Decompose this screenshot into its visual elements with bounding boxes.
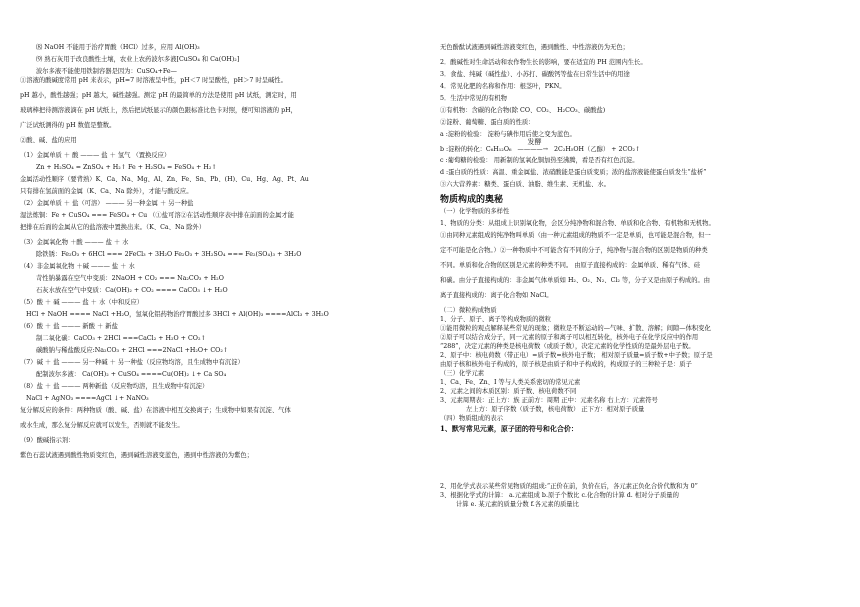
text-line: ①有机物：含碳的化合物(除 CO、CO₂、 H₂CO₃、碳酸盐) bbox=[440, 107, 606, 114]
text-line: 4．常见化肥的名称和作用：根茎叶，PKN。 bbox=[440, 83, 566, 90]
text-line: ①能用微粒的观点解释某些常见的现象；微粒是不断运动的—气味、扩散、溶解；间隙—体积变化 bbox=[440, 325, 711, 332]
text-line: 玻璃棒把待测溶液滴在 pH 试纸上，然后把试纸显示的颜色跟标准比色卡对照，便可知溶液的 pH， bbox=[20, 107, 297, 114]
text-line: a :淀粉的检验： 淀粉与碘作用后使之变为蓝色。 bbox=[440, 131, 576, 138]
text-line: 3、元素周期表：正上方：族 正前方：周期 正中：元素名称 右上方：元素符号 bbox=[440, 397, 658, 404]
text-line: （三）化学元素 bbox=[440, 370, 485, 377]
text-line: 由原子核和核外电子构成的，原子核是由质子和中子构成的，构成原子的三种粒子是：质子 bbox=[440, 361, 692, 368]
text-line: 不同。单质和化合物的区别是元素的种类不同。 由原子直接构成的：金属单质、稀有气体、硅 bbox=[440, 262, 701, 269]
text-line: ②原子可以结合成分子，同一元素的原子和离子可以相互转化，核外电子在化学反应中的作用 bbox=[440, 334, 699, 341]
text-line: ②淀粉、葡萄糖、蛋白质的性质： bbox=[440, 119, 535, 126]
text-line: 3．食盐、纯碱（碱性盐）、小苏打、碳酸钙等盐在日常生活中的用途 bbox=[440, 71, 630, 78]
arrow-condition-label: 发酵 bbox=[527, 138, 542, 146]
text-line: 和碳。由分子直接构成的：非金属气体单质如 H₂、O₂、N₂、Cl₂ 等，分子又是由原子构成的。由 bbox=[440, 277, 711, 284]
text-line: （9）酸碱指示剂： bbox=[20, 437, 75, 444]
text-line: （1）金属单质 ＋ 酸 ——— 盐 ＋ 氢气 （置换反应） bbox=[20, 152, 171, 159]
text-line: 3、根据化学式的计算： a.元素组成 b.原子个数比 c.化合物的计算 d. 相对分子质量的 bbox=[440, 492, 679, 499]
equation-line: 碳酸钠与稀盐酸反应:Na₂CO₃ + 2HCl ===2NaCl +H₂O+ CO₂↑ bbox=[36, 347, 229, 354]
text-line: “288”，决定元素的种类是核电荷数（或质子数），决定元素的化学性质的是最外层电子数。 bbox=[440, 343, 695, 350]
text-line: （3）金属氧化物 ＋酸 ——— 盐 ＋ 水 bbox=[20, 239, 129, 246]
text-line: ⑼ 熟石灰用于改良酸性土壤，农业上农药波尔多液[CuSO₄ 和 Ca(OH)₂] bbox=[36, 56, 240, 63]
text-line: 把排在后面的金属从它的盐溶液中置换出来。（K、Ca、Na 除外） bbox=[20, 224, 206, 231]
section-title: 物质构成的奥秘 bbox=[440, 195, 504, 205]
equation-line: 配制波尔多液： Ca(OH)₂ + CuSO₄ ====Cu(OH)₂ ↓+ Ca SO₄ bbox=[36, 371, 227, 378]
text-line: （5）酸 ＋ 碱 ——— 盐 ＋ 水（中和反应） bbox=[20, 299, 144, 306]
equation-line: 制二氧化碳：CaCO₃ + 2HCl ===CaCl₂ + H₂O + CO₂↑ bbox=[36, 335, 206, 342]
equation-line: 除铁锈：Fe₂O₃ + 6HCl === 2FeCl₃ + 3H₂O Fe₂O₃ + 3H₂SO₄ === Fe₂(SO₄)₃ + 3H₂O bbox=[36, 251, 302, 258]
text-line: ①由同种元素组成的纯净物叫单质（由一种元素组成的物质不一定是单质，也可能是混合物，但一 bbox=[440, 232, 711, 239]
text-line: 1、物质的分类：从组成上识别氧化物，会区分纯净物和混合物、单质和化合物、有机物和无机物。 bbox=[440, 220, 715, 227]
text-line: ①溶液的酸碱度常用 pH 来表示，pH=7 时溶液呈中性，pH＜7 时呈酸性，pH＞7 时呈碱性。 bbox=[20, 77, 287, 84]
equation-line: Zn + H₂SO₄ = ZnSO₄ + H₂↑ Fe + H₂SO₄ = FeSO₄ + H₂↑ bbox=[36, 164, 217, 171]
left-column bbox=[20, 0, 425, 461]
text-line: 2、元素之间的本质区别：质子数、核电荷数不同 bbox=[440, 388, 577, 395]
text-line: 离子直接构成的：离子化合物如 NaCl。 bbox=[440, 292, 553, 299]
text-line: （四）物质组成的表示 bbox=[440, 415, 503, 422]
text-line: （二）微粒构成物质 bbox=[440, 307, 497, 314]
text-line: 2、原子中：核电荷数（带正电）=质子数=核外电子数； 相对原子质量=质子数+中子数；原子是 bbox=[440, 352, 713, 359]
text-line: ⑻ NaOH 不能用于治疗胃酸（HCl）过多，应用 Al(OH)₃ bbox=[36, 44, 200, 51]
text-line: （4）非金属氧化物 ＋碱 ——— 盐 ＋ 水 bbox=[20, 263, 135, 270]
text-line: d :蛋白质的性质：高温、重金属盐、浓硝酸能是蛋白质变质；浓的盐溶液能使蛋白质发生“盐析” bbox=[440, 169, 707, 176]
equation-left: b :淀粉的转化：C₆H₁₂O₆ bbox=[440, 146, 512, 153]
equation-line: HCl + NaOH ==== NaCl +H₂O，氢氧化铝药物治疗胃酸过多 3HCl + Al(OH)₃ ====AlCl₃ + 3H₂O bbox=[26, 311, 329, 318]
text-line: 金属活动性顺序（要背熟）K、Ca、Na、Mg、Al、Zn、Fe、Sn、Pb、(H)、Cu、Hg、Ag、Pt、Au bbox=[20, 176, 309, 183]
text-line: ③六大营养素：糖类、蛋白质、油脂、维生素、无机盐、水。 bbox=[440, 181, 611, 188]
text-line: 2、用化学式表示某些常见物质的组成:“正价在前，负价在后，各元素正负化合价代数和为 0” bbox=[440, 483, 698, 490]
text-line: 广泛试纸测得的 pH 数值是整数。 bbox=[20, 122, 116, 129]
text-line: 湿法炼铜：Fe + CuSO₄ === FeSO₄ + Cu （①盐可溶②在活动性顺序表中排在前面的金属才能 bbox=[20, 212, 294, 219]
equation-right: 2C₂H₅OH（乙醇） + 2CO₂↑ bbox=[554, 146, 641, 153]
text-line: 只有排在氢前面的金属（K、Ca、Na 除外），才能与酸反应。 bbox=[20, 188, 193, 195]
text-line: pH 越小，酸性越强；pH 越大，碱性越强。测定 pH 的最简单的方法是使用 pH 试纸，测定时，用 bbox=[20, 92, 297, 99]
text-line: 左上方：原子序数（质子数，核电荷数） 正下方：相对原子质量 bbox=[466, 406, 645, 413]
arrow-glyph: ————→ bbox=[517, 146, 548, 153]
text-line: 复分解反应的条件：两种物质（酸、碱、盐）在溶液中相互交换离子；生成物中如果有沉淀、气体 bbox=[20, 407, 291, 414]
text-line: （8）盐 ＋ 盐 ——— 两种新盐（反应物均溶，且生成物中有沉淀） bbox=[20, 383, 209, 390]
text-line: 1、Ca、Fe、Zn、I 等与人类关系密切的常见元素 bbox=[440, 379, 581, 386]
text-line: （2）金属单质 ＋ 盐（可溶） ——— 另一种金属 ＋ 另一种盐 bbox=[20, 200, 194, 207]
right-column bbox=[440, 0, 850, 510]
text-line: （一）化学物质的多样性 bbox=[440, 208, 510, 215]
text-line: （6）酸 ＋ 盐 ——— 新酸 ＋ 新盐 bbox=[20, 323, 118, 330]
text-line: （7）碱 ＋ 盐 ——— 另一种碱 ＋ 另一种盐（反应物均溶，且生成物中有沉淀） bbox=[20, 359, 244, 366]
equation-line: 苛性钠暴露在空气中变质：2NaOH + CO₂ === Na₂CO₃ + H₂O bbox=[36, 275, 224, 282]
text-line: 定不可能是化合物。）②一种物质中不可能含有不同的分子，纯净物与混合物的区别是物质的种类 bbox=[440, 247, 708, 254]
text-line: c :葡萄糖的检验： 用新制的氢氧化铜加热至沸腾，看是否有红色沉淀。 bbox=[440, 157, 639, 164]
text-line: 5．生活中常见的有机物 bbox=[440, 95, 507, 102]
equation-line: 石灰水放在空气中变质：Ca(OH)₂ + CO₂ ==== CaCO₃ ↓+ H₂O bbox=[36, 287, 228, 294]
reaction-arrow bbox=[517, 138, 548, 155]
text-line: 波尔多液不能使用铁制容器是因为：CuSO₄+Fe— bbox=[36, 68, 177, 75]
text-line: 或水生成，那么复分解反应就可以发生，否则就不能发生。 bbox=[20, 422, 184, 429]
fermentation-equation bbox=[440, 138, 850, 157]
text-line: ②酸、碱、盐的应用 bbox=[20, 137, 77, 144]
bold-heading: 1、默写常见元素，原子团的符号和化合价： bbox=[440, 424, 578, 433]
text-line: 计算 e. 某元素的质量分数 f.各元素的质量比 bbox=[456, 501, 579, 508]
text-line: 紫色石蕊试液遇到酸性物质变红色，遇到碱性溶液变蓝色，遇到中性溶液仍为紫色； bbox=[20, 452, 253, 459]
equation-line: NaCl + AgNO₃ ====AgCl ↓+ NaNO₃ bbox=[26, 395, 149, 402]
text-line: 2．酸碱性对生命活动和农作物生长的影响，要在适宜的 PH 范围内生长。 bbox=[440, 59, 647, 66]
text-line: 无色酚酞试液遇到碱性溶液变红色，遇到酸性、中性溶液仍为无色； bbox=[440, 44, 629, 51]
text-line: 1、分子、原子、离子等构成物质的微粒 bbox=[440, 316, 552, 323]
